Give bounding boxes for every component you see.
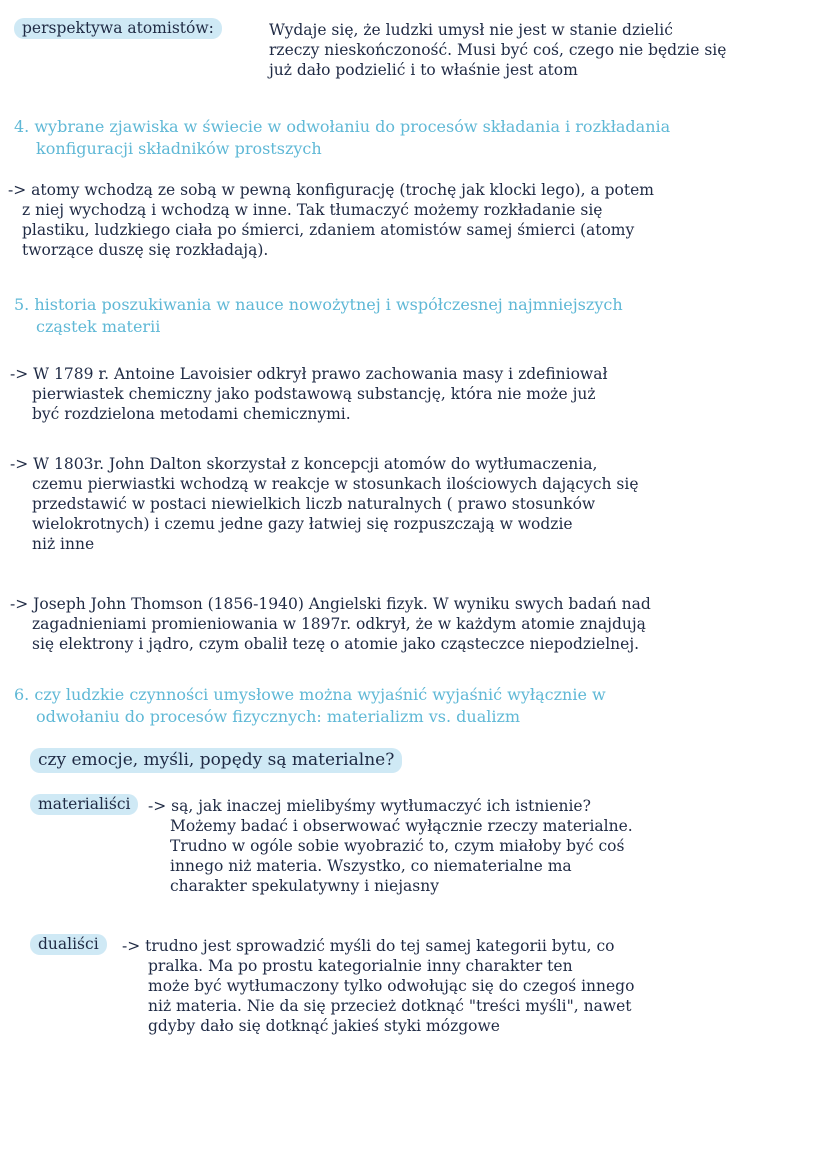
body-line: gdyby dało się dotknąć jakieś styki mózgowe	[148, 1017, 500, 1035]
section4-body	[8, 180, 818, 260]
materialists-text	[148, 796, 633, 896]
body-line: z niej wychodzą i wchodzą w inne. Tak tłumaczyć możemy rozkładanie się	[22, 201, 603, 219]
body-line: -> Joseph John Thomson (1856-1940) Angielski fizyk. W wyniku swych badań nad	[10, 595, 651, 613]
dualists-text	[122, 936, 634, 1036]
body-line: się elektrony i jądro, czym obalił tezę o atomie jako cząsteczce niepodzielnej.	[32, 635, 640, 653]
body-line: charakter spekulatywny i niejasny	[170, 877, 439, 895]
body-line: -> trudno jest sprowadzić myśli do tej samej kategorii bytu, co	[122, 937, 615, 955]
heading-line: cząstek materii	[36, 317, 161, 336]
dualists-label: dualiści	[30, 934, 107, 955]
section5-item-thomson	[10, 594, 820, 654]
body-line: -> W 1789 r. Antoine Lavoisier odkrył prawo zachowania masy i zdefiniował	[10, 365, 608, 383]
body-line: być rozdzielona metodami chemicznymi.	[32, 405, 351, 423]
question-highlight: czy emocje, myśli, popędy są materialne?	[30, 748, 402, 773]
heading-line: 5. historia poszukiwania w nauce nowożytnej i współczesnej najmniejszych	[14, 295, 623, 314]
body-line: zagadnieniami promieniowania w 1897r. odkrył, że w każdym atomie znajdują	[32, 615, 646, 633]
body-line: Trudno w ogóle sobie wyobrazić to, czym miałoby być coś	[170, 837, 625, 855]
heading-line: 6. czy ludzkie czynności umysłowe można wyjaśnić wyjaśnić wyłącznie w	[14, 685, 606, 704]
body-line: innego niż materia. Wszystko, co niematerialne ma	[170, 857, 572, 875]
body-line: plastiku, ludzkiego ciała po śmierci, zdaniem atomistów samej śmierci (atomy	[22, 221, 635, 239]
body-line: pierwiastek chemiczny jako podstawową substancję, która nie może już	[32, 385, 596, 403]
section6-heading	[14, 684, 814, 728]
body-line: Możemy badać i obserwować wyłącznie rzeczy materialne.	[170, 817, 633, 835]
section5-heading	[14, 294, 814, 338]
body-line: -> W 1803r. John Dalton skorzystał z koncepcji atomów do wytłumaczenia,	[10, 455, 598, 473]
section5-item-lavoisier	[10, 364, 820, 424]
body-line: niż inne	[32, 535, 95, 553]
heading-line: 4. wybrane zjawiska w świecie w odwołaniu do procesów składania i rozkładania	[14, 117, 671, 136]
intro-line: już dało podzielić i to właśnie jest atom	[269, 61, 578, 79]
heading-line: odwołaniu do procesów fizycznych: materializm vs. dualizm	[36, 707, 521, 726]
section4-heading	[14, 116, 814, 160]
body-line: przedstawić w postaci niewielkich liczb naturalnych ( prawo stosunków	[32, 495, 596, 513]
body-line: -> są, jak inaczej mielibyśmy wytłumaczyć ich istnienie?	[148, 797, 591, 815]
body-line: niż materia. Nie da się przecież dotknąć "treści myśli", nawet	[148, 997, 632, 1015]
body-line: czemu pierwiastki wchodzą w reakcje w stosunkach ilościowych dających się	[32, 475, 639, 493]
body-line: tworzące duszę się rozkładają).	[22, 241, 269, 259]
body-line: może być wytłumaczony tylko odwołując się do czegoś innego	[148, 977, 635, 995]
intro-text	[269, 20, 809, 80]
intro-line: rzeczy nieskończoność. Musi być coś, czego nie będzie się	[269, 41, 727, 59]
body-line: -> atomy wchodzą ze sobą w pewną konfigurację (trochę jak klocki lego), a potem	[8, 181, 654, 199]
intro-label: perspektywa atomistów:	[14, 18, 222, 39]
intro-line: Wydaje się, że ludzki umysł nie jest w stanie dzielić	[269, 21, 673, 39]
heading-line: konfiguracji składników prostszych	[36, 139, 322, 158]
materialists-label: materialiści	[30, 794, 138, 815]
body-line: wielokrotnych) i czemu jedne gazy łatwiej się rozpuszczają w wodzie	[32, 515, 573, 533]
section5-item-dalton	[10, 454, 820, 554]
section6-question	[30, 748, 402, 773]
body-line: pralka. Ma po prostu kategorialnie inny charakter ten	[148, 957, 573, 975]
